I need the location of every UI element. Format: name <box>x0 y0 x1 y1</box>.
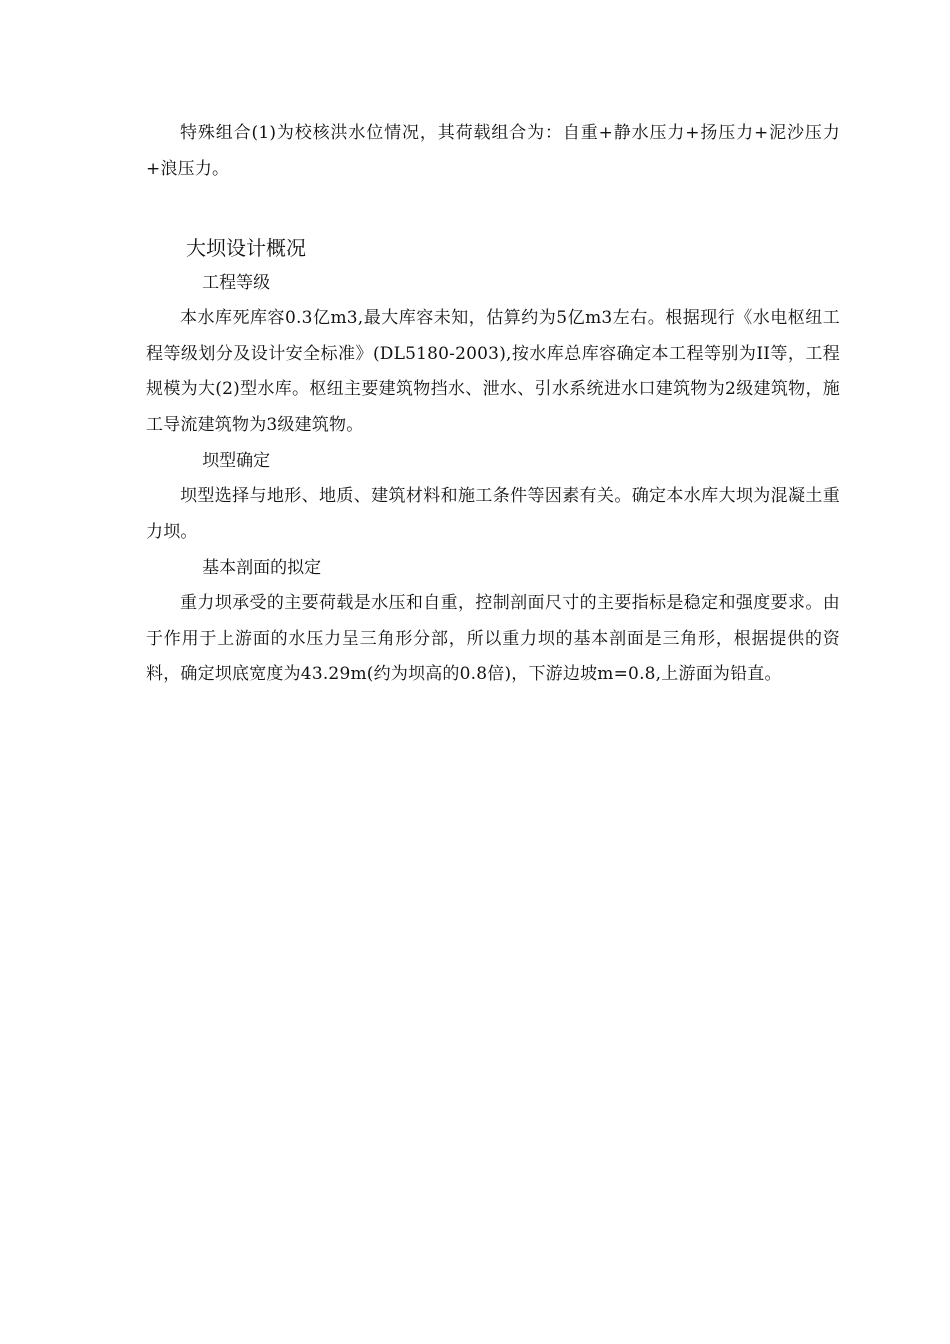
paragraph-dam-type: 坝型选择与地形、地质、建筑材料和施工条件等因素有关。确定本水库大坝为混凝土重力坝。 <box>146 486 840 542</box>
section-heading-dam-design: 大坝设计概况 <box>186 236 306 260</box>
paragraph-special-combination: 特殊组合(1)为校核洪水位情况，其荷载组合为：自重+静水压力+扬压力+泥沙压力+浪压力。 <box>146 123 840 179</box>
paragraph-engineering-grade: 本水库死库容0.3亿m3,最大库容未知，估算约为5亿m3左右。根据现行《水电枢纽工程等级划分及设计安全标准》(DL5180-2003),按水库总库容确定本工程等别为II等，工程规模为大(2)型水库。枢纽主要建筑物挡水、泄水、引水系统进水口建筑物为2级建筑物，施工导流建筑物为3级建筑物。 <box>146 308 840 435</box>
document-body <box>146 116 840 693</box>
subheading-basic-profile: 基本剖面的拟定 <box>202 558 322 578</box>
subheading-engineering-grade: 工程等级 <box>202 273 271 293</box>
subheading-dam-type: 坝型确定 <box>202 451 271 471</box>
paragraph-basic-profile: 重力坝承受的主要荷载是水压和自重，控制剖面尺寸的主要指标是稳定和强度要求。由于作用于上游面的水压力呈三角形分部，所以重力坝的基本剖面是三角形，根据提供的资料，确定坝底宽度为43.29m(约为坝高的0.8倍)，下游边坡m=0.8,上游面为铅直。 <box>146 593 840 684</box>
